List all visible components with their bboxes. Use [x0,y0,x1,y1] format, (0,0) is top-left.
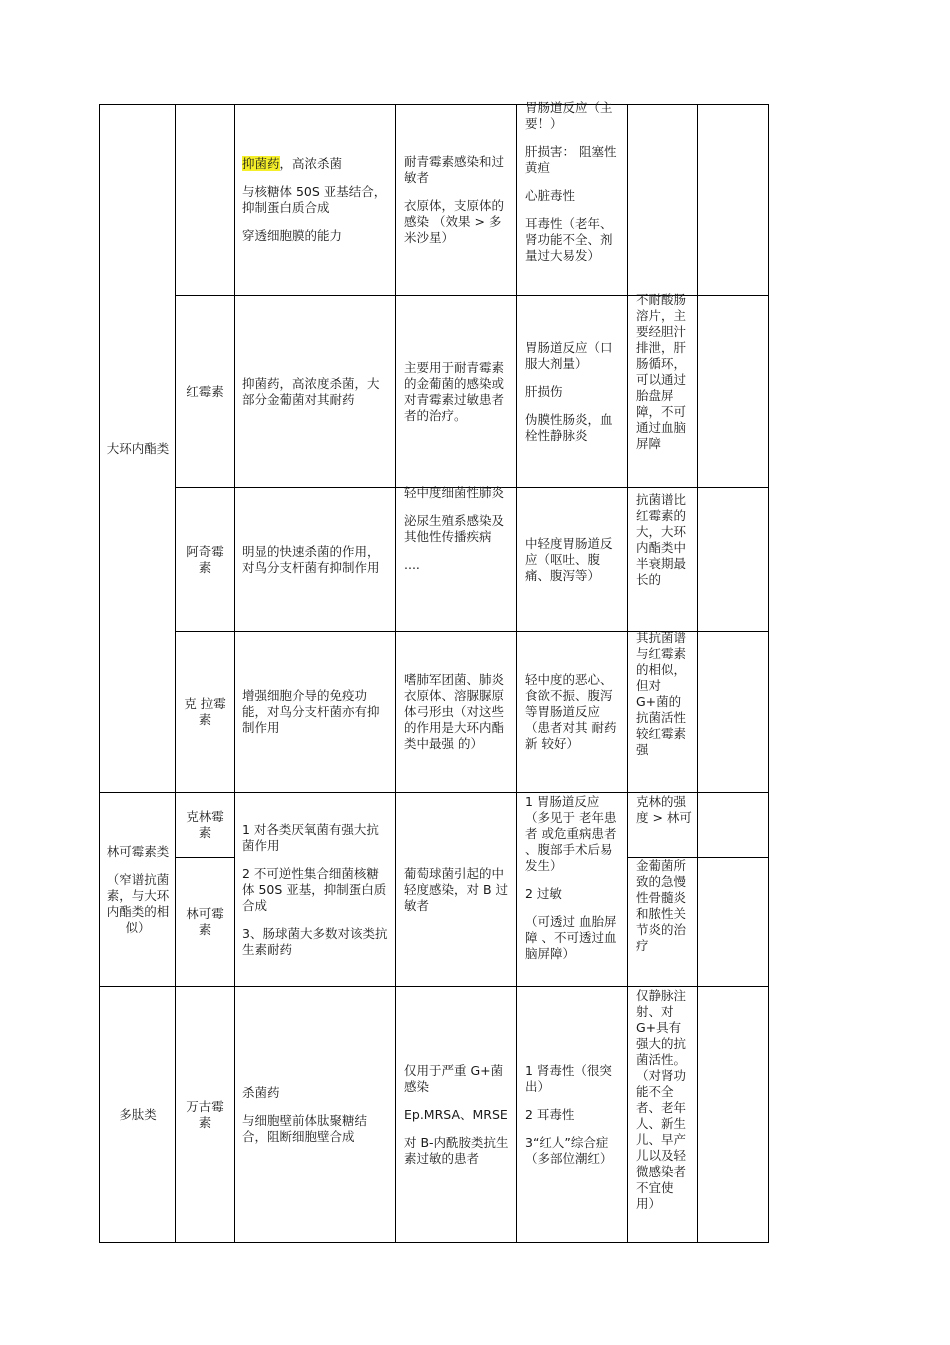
highlighted-text: 抑菌药 [242,156,280,171]
indication-cell [404,485,510,631]
indication-cell [404,105,510,295]
adverse-text: 伪膜性肠炎，血栓性静脉炎 [525,411,613,443]
note-text: 其抗菌谱与红霉素的相似，但对 G+菌的抗菌活性较红霉素强 [636,630,687,757]
mechanism-cell [242,793,390,986]
indication-text: 轻中度细菌性肺炎 [404,485,505,500]
drug-name-cell [182,858,228,986]
adverse-text: 肝损害： 阻塞性黄疸 [525,144,617,175]
indication-cell [404,632,510,792]
mechanism-text: 与核糖体 50S 亚基结合，抑制蛋白质合成 [242,184,387,215]
adverse-text: 2 过敏 [525,886,562,901]
mechanism-cell [242,296,390,487]
indication-text: 嗜肺军团菌、肺炎衣原体、溶脲脲原体弓形虫（对这些的作用是大环内酯类中最强 的） [404,672,505,751]
drug-name: 克 拉霉素 [184,696,226,727]
adverse-text: 肝损伤 [525,383,563,399]
indication-text: 主要用于耐青霉素的金葡菌的感染或对青霉素过敏患者者的治疗。 [404,359,505,423]
grid-line [234,104,235,1243]
indication-cell [404,987,510,1242]
mechanism-text: 杀菌药 [242,1084,280,1100]
mechanism-text: 抑菌药，高浓度杀菌，大部分金葡菌对其耐药 [242,375,380,407]
indication-text: 耐青霉素感染和过敏者 [404,154,505,185]
mechanism-text: 增强细胞介导的免疫功能，对鸟分支杆菌亦有抑制作用 [242,688,380,735]
indication-text: 对 B-内酰胺类抗生素过敏的患者 [404,1134,509,1166]
drug-name-cell [182,488,228,631]
mechanism-text: 3、肠球菌大多数对该类抗生素耐药 [242,925,388,957]
drug-name: 克林霉素 [186,809,224,840]
drug-class-label: 大环内酯类 [106,440,170,456]
drug-name-cell [182,632,228,792]
mechanism-text: 穿透细胞膜的能力 [242,228,343,243]
drug-name: 红霉素 [186,383,224,399]
adverse-cell [525,296,621,487]
note-cell [636,492,692,631]
mechanism-text: 明显的快速杀菌的作用，对鸟分支杆菌有抑制作用 [242,543,380,575]
adverse-text: 胃肠道反应（口服大剂量） [525,339,613,371]
note-cell [636,630,692,792]
adverse-text: 2 耳毒性 [525,1106,575,1122]
note-cell [636,292,692,487]
mechanism-text: 与细胞壁前体肽聚糖结合，阻断细胞壁合成 [242,1112,368,1144]
indication-text: .... [404,557,420,572]
note-cell [636,988,692,1242]
indication-text: Ep.MRSA、MRSE [404,1106,508,1122]
adverse-text: 中轻度胃肠道反应（呕吐、腹痛、腹泻等） [525,535,613,583]
drug-class-label: 林可霉素类 [106,843,170,859]
adverse-text: 轻中度的恶心、食欲不振、腹泻等胃肠道反应（患者对其 耐药新 较好） [525,672,617,751]
adverse-text: 1 肾毒性（很突出） [525,1062,612,1094]
note-cell [636,794,692,857]
drug-name-cell [182,296,228,487]
drug-class-note: （窄谱抗菌素，与大环内酯类的相似） [106,871,170,935]
grid-line [99,104,100,1243]
note-text: 仅静脉注射、对 G+具有强大的抗菌活性。（对肾功能不全者、老年人、新生儿、早产儿以及轻微感染者不宜使用） [636,988,687,1211]
adverse-cell [525,794,621,984]
note-text: 不耐酸肠溶片，主要经胆汁排泄，肝肠循环，可以通过胎盘屏障，不可通过血脑屏障 [636,292,687,451]
note-text: 克林的强度 > 林可 [636,794,692,825]
adverse-cell [525,987,621,1242]
indication-cell [404,296,510,487]
mechanism-text: 2 不可逆性集合细菌核糖体 50S 亚基，抑制蛋白质合成 [242,865,387,913]
grid-line [768,104,769,1243]
mechanism-cell [242,987,390,1242]
note-text: 金葡菌所致的急慢性骨髓炎和脓性关节炎的治疗 [636,858,687,953]
adverse-text: 胃肠道反应（主要！） [525,100,613,131]
adverse-cell [525,100,621,295]
drug-class-cell [104,105,172,792]
adverse-cell [525,632,621,792]
indication-text: 仅用于严重 G+菌感染 [404,1062,504,1094]
indication-cell [404,793,510,986]
grid-line [516,104,517,1243]
drug-name: 林可霉素 [186,906,224,937]
drug-class-cell [104,987,172,1242]
indication-text: 葡萄球菌引起的中轻度感染，对 B 过敏者 [404,865,509,913]
drug-class-cell [104,793,172,986]
grid-line [175,104,176,1243]
grid-line [99,1242,769,1243]
adverse-text: 1 胃肠道反应（多见于 老年患者 或危重病患者 、腹部手术后易发生） [525,794,617,873]
drug-class-label: 多肽类 [119,1106,157,1122]
drug-name: 万古霉素 [186,1098,224,1130]
mechanism-text: 1 对各类厌氧菌有强大抗菌作用 [242,821,379,853]
adverse-text: （可透过 血胎屏障 、不可透过血脑屏障） [525,914,617,961]
mechanism-cell [242,105,390,295]
indication-text: 泌尿生殖系感染及其他性传播疾病 [404,513,505,544]
adverse-text: 心脏毒性 [525,188,576,203]
mechanism-text: 抑菌药，高浓杀菌 [242,156,343,171]
grid-line [697,104,698,1243]
mechanism-cell [242,488,390,631]
adverse-cell [525,488,621,631]
grid-line [627,104,628,1243]
drug-name-cell [182,793,228,857]
adverse-text: 耳毒性（老年、肾功能不全、剂量过大易发） [525,216,613,263]
grid-line [395,104,396,1243]
note-text: 抗菌谱比红霉素的大，大环内酯类中半衰期最长的 [636,492,687,587]
adverse-text: 3“红人”综合症（多部位潮红） [525,1134,613,1166]
drug-name-cell [182,987,228,1242]
drug-name: 阿奇霉素 [186,543,224,575]
note-cell [636,858,692,986]
mechanism-cell [242,632,390,792]
indication-text: 衣原体，支原体的感染 （效果 > 多米沙星） [404,198,505,245]
